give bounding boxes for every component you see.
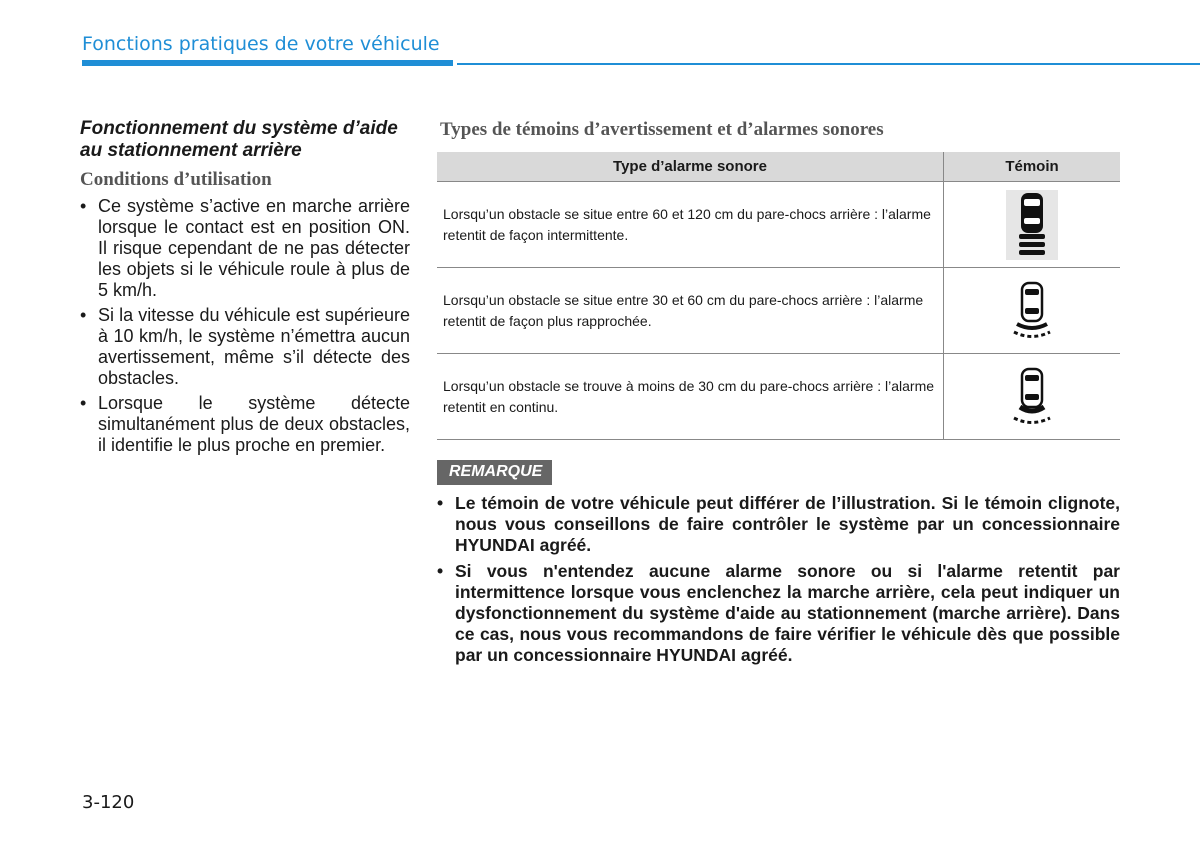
indicator-cell [944,354,1121,440]
alarm-description: Lorsqu’un obstacle se situe entre 30 et 60 cm du pare-chocs arrière : l’alarme retentit de façon plus rapprochée. [437,268,944,354]
page-number: 3-120 [82,792,135,813]
table-row [437,354,1120,440]
table-row [437,268,1120,354]
table-header-row [437,152,1120,182]
conditions-list [80,196,410,456]
alarm-description: Lorsqu’un obstacle se trouve à moins de 30 cm du pare-chocs arrière : l’alarme retentit en continu. [437,354,944,440]
column-header-alarm-type: Type d’alarme sonore [437,152,944,182]
car-rear-sensor-far-icon [1002,188,1062,262]
note-item: • Le témoin de votre véhicule peut différer de l’illustration. Si le témoin clignote, nous vous conseillons de faire contrôler le système par un concessionnaire HYUNDAI agréé. [437,493,1120,556]
alarm-description: Lorsqu’un obstacle se situe entre 60 et 120 cm du pare-chocs arrière : l’alarme retentit de façon intermittente. [437,182,944,268]
car-rear-sensor-medium-icon [1002,279,1062,343]
indicator-cell [944,268,1121,354]
conditions-subheading: Conditions d’utilisation [80,169,272,190]
alarm-types-table [437,152,1120,440]
list-item: • Si la vitesse du véhicule est supérieure à 10 km/h, le système n’émettra aucun avertissement, même s’il détecte des obstacles. [80,305,410,389]
note-item: • Si vous n'entendez aucune alarme sonore ou si l'alarme retentit par intermittence lorsque vous enclenchez la marche arrière, cela peut indiquer un dysfonctionnement du système d'aide au stationnement (marche arrière). Dans ce cas, nous vous recommandons de faire vérifier le véhicule dès que possible par un concessionnaire HYUNDAI agréé. [437,561,1120,666]
car-rear-sensor-near-icon [1002,365,1062,429]
right-column [437,118,1120,671]
table-row [437,182,1120,268]
header-accent-bar [82,60,453,66]
left-column [80,118,410,460]
note-list [437,493,1120,666]
table-title: Types de témoins d’avertissement et d’alarmes sonores [440,119,884,140]
header-rule [457,63,1200,65]
list-item: • Ce système s’active en marche arrière lorsque le contact est en position ON. Il risque cependant de ne pas détecter les objets si le véhicule roule à plus de 5 km/h. [80,196,410,301]
indicator-cell [944,182,1121,268]
note-badge: REMARQUE [437,460,552,485]
chapter-title: Fonctions pratiques de votre véhicule [82,33,440,55]
section-heading: Fonctionnement du système d’aide au stationnement arrière [80,118,398,161]
column-header-indicator: Témoin [944,152,1121,182]
list-item: • Lorsque le système détecte simultanément plus de deux obstacles, il identifie le plus proche en premier. [80,393,410,456]
